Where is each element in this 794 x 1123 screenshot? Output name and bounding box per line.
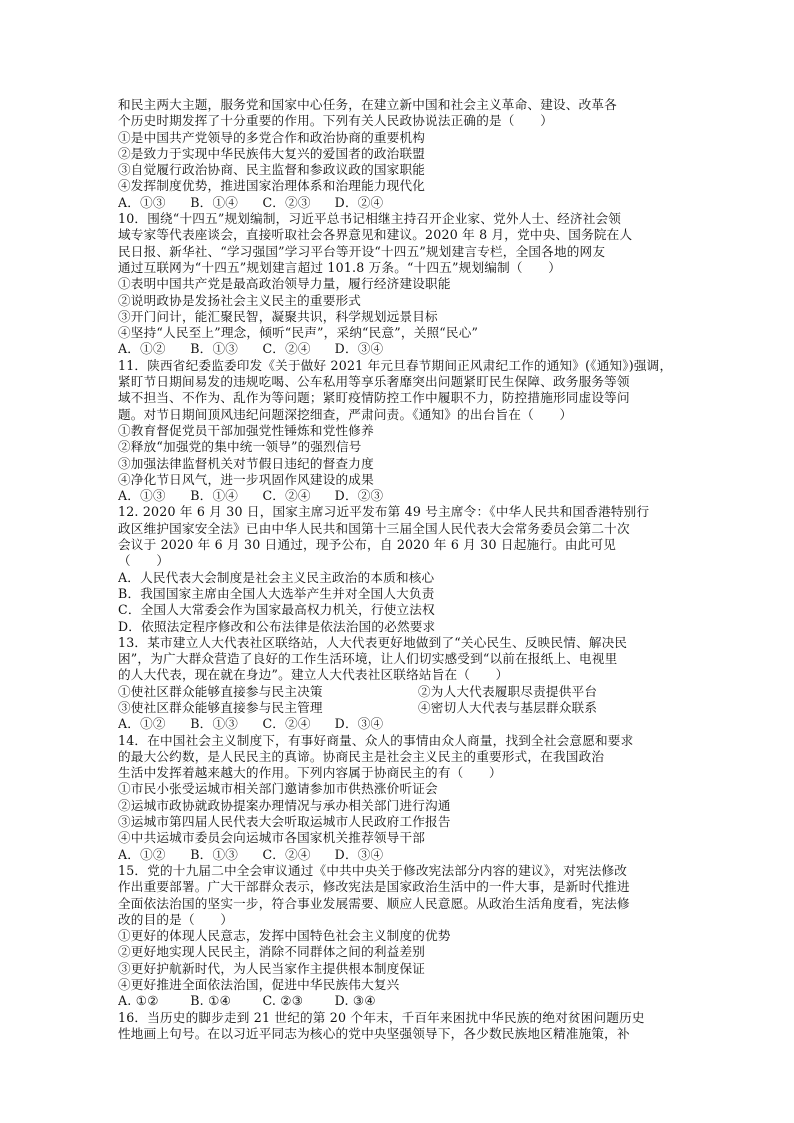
option-c: C．②③ [262,194,311,210]
choice-item: ③自觉履行政治协商、民主监督和参政议政的国家职能 [118,162,426,178]
question-stem-line: 13．某市建立人大代表社区联络站，人大代表更好地做到了“关心民生、反映民情、解决民 [118,634,628,650]
answer-options [118,488,680,504]
option-b: B．①③ [190,341,239,357]
question-15-block [118,863,680,1010]
question-stem-line: 域专家等代表座谈会，直接听取社会各界意见和建议。2020 年 8 月，党中央、国务院在人 [118,227,633,243]
choice-item: ④密切人大代表与基层群众联系 [418,699,598,715]
option-d: D. ③④ [334,993,376,1009]
option-d: D．②④ [334,194,384,210]
answer-options [118,341,680,357]
question-stem-line: 的人大代表，现在就在身边”。建立人大代表社区联络站旨在（ ） [118,667,509,683]
choice-item: ②运城市政协就政协提案办理情况与承办相关部门进行沟通 [118,797,451,813]
question-stem-line: 民日报、新华社、“学习强国”学习平台等开设“十四五”规划建言专栏，全国各地的网友 [118,243,606,259]
question-10-block [118,211,680,358]
choice-item: ④更好推进全面依法治国，促进中华民族伟大复兴 [118,977,400,993]
question-stem-line: 12. 2020 年 6 月 30 日，国家主席习近平发布第 49 号主席令：《中华人民共和国香港特别行 [118,504,650,520]
choice-item: ④净化节日风气，进一步巩固作风建设的成果 [118,471,374,487]
answer-options [118,716,680,732]
choice-item: ①表明中国共产党是最高政治领导力量，履行经济建设职能 [118,276,451,292]
option-b: B．①④ [190,488,239,504]
question-stem-line: 改的目的是（ ） [118,911,234,927]
option-b: B．①③ [190,846,239,862]
choice-item: ④发挥制度优势，推进国家治理体系和治理能力现代化 [118,178,426,194]
question-11-block [118,358,680,505]
question-stem-line: 和民主两大主题，服务党和国家中心任务，在建立新中国和社会主义革命、建设、改革各 [118,97,617,112]
choice-item: ③运城市第四届人民代表大会听取运城市人民政府工作报告 [118,814,451,830]
choice-item: ④中共运城市委员会向运城市各国家机关推荐领导干部 [118,830,426,846]
question-stem-line: 生活中发挥着越来越大的作用。下列内容属于协商民主的有（ ） [118,765,502,781]
question-stem-line: 11．陕西省纪委监委印发《关于做好 2021 年元旦春节期间正风肃纪工作的通知》(《通知》)强调， [118,357,673,373]
choice-item: ②为人大代表履职尽责提供平台 [418,683,598,699]
option-d: D．③④ [334,716,384,732]
option-a: A．①② [118,341,166,357]
choice-item: ①是中国共产党领导的多党合作和政治协商的重要机构 [118,129,426,145]
option-c: C．②④ [262,488,311,504]
choice-item: ①使社区群众能够直接参与民主决策 [118,683,323,699]
choice-item: ④坚持“人民至上”理念，倾听“民声”，采纳“民意”，关照“民心” [118,325,479,341]
choice-item: ②释放“加强党的集中统一领导”的强烈信号 [118,439,362,455]
choice-item: ②更好地实现人民民主，消除不同群体之间的利益差别 [118,944,426,960]
option-a: A．①③ [118,488,166,504]
question-14-block [118,733,680,863]
choice-item: B．我国国家主席由全国人大选举产生并对全国人大负责 [118,585,435,601]
option-c: C．②④ [262,846,311,862]
question-stem-line: 紧盯节日期间易发的违规吃喝、公车私用等享乐奢靡突出问题紧盯民生保障、政务服务等领 [118,374,630,390]
choice-item: ①教育督促党员干部加强党性锤炼和党性修养 [118,422,374,438]
question-stem-line: 个历史时期发挥了十分重要的作用。下列有关人民政协说法正确的是（ ） [118,113,553,129]
question-stem-line: （ ） [118,553,170,569]
choice-item: ①更好的体现人民意志，发挥中国特色社会主义制度的优势 [118,928,451,944]
choice-item: C．全国人大常委会作为国家最高权力机关，行使立法权 [118,602,435,618]
choice-item: D．依照法定程序修改和公布法律是依法治国的必然要求 [118,618,436,634]
choice-item: ③开门问计，能汇聚民智，凝聚共识，科学规划远景目标 [118,308,438,324]
choice-item: ②是致力于实现中华民族伟大复兴的爱国者的政治联盟 [118,145,426,161]
choice-item: ②说明政协是发扬社会主义民主的重要形式 [118,292,362,308]
option-c: C．②④ [262,716,311,732]
option-a: A．①② [118,846,166,862]
question-16-block [118,1010,680,1043]
option-b: B．①④ [190,194,239,210]
choice-row [118,684,680,700]
choice-item: A．人民代表大会制度是社会主义民主政治的本质和核心 [118,569,435,585]
option-d: D．③④ [334,341,384,357]
option-a: A. ①② [118,993,159,1009]
option-d: D．②③ [334,488,384,504]
question-9-block [118,97,680,211]
option-a: A．①③ [118,194,166,210]
question-13-block [118,635,680,733]
answer-options [118,195,680,211]
question-stem-line: 政区维护国家安全法》已由中华人民共和国第十三届全国人民代表大会常务委员会第二十次 [118,520,630,536]
option-d: D．③④ [334,846,384,862]
choice-item: ③使社区群众能够直接参与民主管理 [118,699,323,715]
option-b: B．①③ [190,716,239,732]
option-a: A．①② [118,716,166,732]
question-stem-line: 10．围绕“十四五”规划编制，习近平总书记相继主持召开企业家、党外人士、经济社会领 [118,211,622,227]
question-12-block [118,504,680,634]
option-b: B. ①④ [190,993,232,1009]
answer-options [118,847,680,863]
option-c: C．②④ [262,341,311,357]
question-stem-line: 题。对节日期间顶风违纪问题深挖细查，严肃问责。《通知》的出台旨在（ ） [118,406,573,422]
choice-item: ①市民小张受运城市相关部门邀请参加市供热涨价听证会 [118,781,438,797]
question-stem-line: 作出重要部署。广大干部群众表示，修改宪法是国家政治生活中的一件大事，是新时代推进 [118,879,630,895]
question-stem-line: 15．党的十九届二中全会审议通过《中共中央关于修改宪法部分内容的建议》，对宪法修改 [118,862,628,878]
choice-item: ③更好护航新时代，为人民当家作主提供根本制度保证 [118,960,426,976]
question-stem-line: 的最大公约数，是人民民主的真谛。协商民主是社会主义民主的重要形式，在我国政治 [118,748,605,764]
question-stem-line: 域不担当、不作为、乱作为等问题；紧盯疫情防控工作中履职不力，防控措施形同虚设等问 [118,390,630,406]
exam-content [118,97,680,1042]
question-stem-line: 性地画上句号。在以习近平同志为核心的党中央坚强领导下，各少数民族地区精准施策，补 [118,1025,630,1041]
answer-options [118,993,680,1009]
choice-item: ③加强法律监督机关对节假日违纪的督查力度 [118,455,374,471]
question-stem-line: 会议于 2020 年 6 月 30 日通过，现予公布，自 2020 年 6 月 30 日起施行。由此可见 [118,537,617,553]
question-stem-line: 困”，为广大群众营造了良好的工作生活环境，让人们切实感受到“以前在报纸上、电视里 [118,651,618,667]
question-stem-line: 16．当历史的脚步走到 21 世纪的第 20 个年末，千百年来困扰中华民族的绝对贫困问题历史 [118,1009,645,1025]
option-c: C. ②③ [262,993,304,1009]
question-stem-line: 14．在中国社会主义制度下，有事好商量、众人的事情由众人商量，找到全社会意愿和要求 [118,732,634,748]
question-stem-line: 通过互联网为“十四五”规划建言超过 101.8 万条。“十四五”规划编制（ ） [118,259,562,275]
choice-row [118,700,680,716]
question-stem-line: 全面依法治国的坚实一步，符合事业发展需要、顺应人民意愿。从政治生活角度看，宪法修 [118,895,630,911]
